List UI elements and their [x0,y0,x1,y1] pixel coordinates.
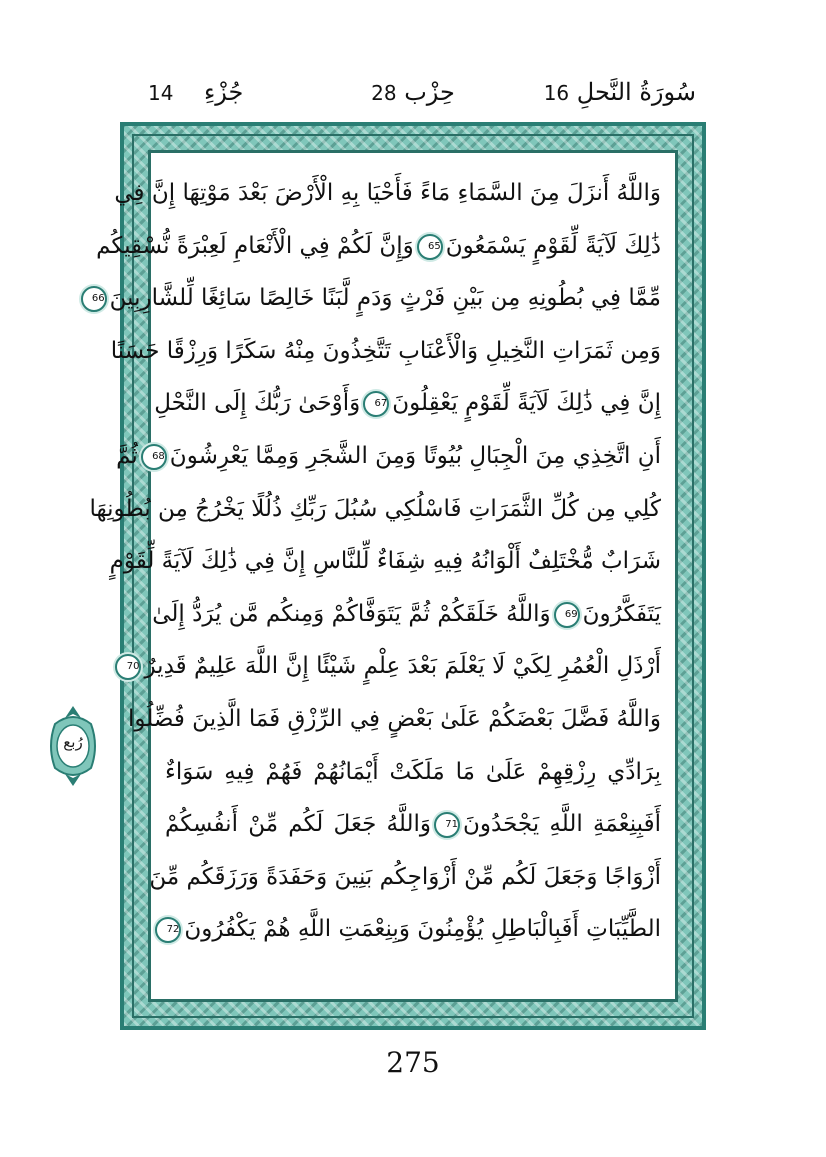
text-area [89,150,678,1002]
verse-line [109,535,661,588]
juz-indicator [148,72,243,113]
verse-text: وَاللَّهُ خَلَقَكُمْ ثُمَّ يَتَوَفَّاكُمْ وَمِنكُم مَّن يُرَدُّ إِلَىٰ [152,600,551,627]
verse-line [126,640,661,693]
verse-line [152,588,661,641]
verse-text: إِنَّ فِي ذَٰلِكَ لَآيَةً لِّقَوْمٍ يَعْقِلُونَ [392,390,661,417]
verse-line [89,483,661,536]
verse-text: أَزْوَاجًا وَجَعَلَ لَكُم مِّنْ أَزْوَاجِكُم بَنِينَ وَحَفَدَةً وَرَزَقَكُم مِّنَ [149,863,661,890]
verse-text: بِرَادِّي رِزْقِهِمْ عَلَىٰ مَا مَلَكَتْ أَيْمَانُهُمْ فَهُمْ فِيهِ سَوَاءٌ [165,758,661,785]
verse-text: وَاللَّهُ فَضَّلَ بَعْضَكُمْ عَلَىٰ بَعْضٍ فِي الرِّزْقِ فَمَا الَّذِينَ فُضِّلُوا [128,705,661,732]
verse-line [165,903,661,956]
surah-name: سُورَةُ النَّحلِ [576,78,696,106]
verse-line [96,220,661,273]
verse-text: ثُمَّ [116,442,138,469]
verses [89,167,661,985]
verse-number-marker: 71 [434,812,460,838]
hizb-indicator [371,72,455,113]
verse-text: أَفَبِنِعْمَةِ اللَّهِ يَجْحَدُونَ [463,811,661,838]
verse-text: وَمِن ثَمَرَاتِ النَّخِيلِ وَالْأَعْنَابِ تَتَّخِذُونَ مِنْهُ سَكَرًا وَرِزْقًا حَسَنًا [110,337,661,364]
verse-number-marker: 70 [115,654,141,680]
verse-number-marker: 65 [417,234,443,260]
page-header [120,72,706,112]
verse-number-marker: 68 [141,444,167,470]
verse-text: شَرَابٌ مُّخْتَلِفٌ أَلْوَانُهُ فِيهِ شِفَاءٌ لِّلنَّاسِ إِنَّ فِي ذَٰلِكَ لَآيَةً لِّقَوْمٍ [109,548,661,575]
verse-number-marker: 67 [363,391,389,417]
page-number: 275 [386,1046,440,1079]
verse-line [91,272,661,325]
verse-line [165,798,661,851]
surah-indicator [544,72,696,113]
verse-line [114,167,661,220]
verse-line [149,851,661,904]
verse-line [154,377,661,430]
verse-text: وَاللَّهُ أَنزَلَ مِنَ السَّمَاءِ مَاءً فَأَحْيَا بِهِ الْأَرْضَ بَعْدَ مَوْتِهَا إِنَّ فِي [114,180,661,206]
verse-line [128,693,661,746]
verse-text: الطَّيِّبَاتِ أَفَبِالْبَاطِلِ يُؤْمِنُونَ وَبِنِعْمَتِ اللَّهِ هُمْ يَكْفُرُونَ [184,916,661,943]
verse-number-marker: 69 [554,602,580,628]
verse-number-marker: 72 [155,917,181,943]
hizb-label: حِزْب [404,78,455,106]
verse-text: كُلِي مِن كُلِّ الثَّمَرَاتِ فَاسْلُكِي سُبُلَ رَبِّكِ ذُلُلًا يَخْرُجُ مِن بُطُونِهَا [89,495,661,522]
verse-text: وَاللَّهُ جَعَلَ لَكُم مِّنْ أَنفُسِكُمْ [165,811,431,838]
rub-el-hizb-marker [45,704,101,788]
verse-line [165,746,661,799]
verse-text: وَأَوْحَىٰ رَبُّكَ إِلَى النَّحْلِ [154,390,361,417]
verse-number-marker: 66 [81,286,107,312]
verse-text: يَتَفَكَّرُونَ [582,600,661,627]
verse-text: مِّمَّا فِي بُطُونِهِ مِن بَيْنِ فَرْثٍ وَدَمٍ لَّبَنًا خَالِصًا سَائِغًا لِّلشَّارِبِينَ [109,285,661,312]
hizb-number: 28 [371,81,397,105]
verse-line [116,430,661,483]
verse-text: ذَٰلِكَ لَآيَةً لِّقَوْمٍ يَسْمَعُونَ [445,232,661,259]
surah-number: 16 [543,81,570,105]
verse-line [110,325,661,378]
juz-number: 14 [148,81,174,105]
ornamental-border [89,122,706,1030]
juz-label: جُزْءِ [203,78,244,106]
verse-text: وَإِنَّ لَكُمْ فِي الْأَنْعَامِ لَعِبْرَةً نُّسْقِيكُم [96,232,414,259]
rub-label: رُبع [63,733,83,751]
verse-text: أَرْذَلِ الْعُمُرِ لِكَيْ لَا يَعْلَمَ بَعْدَ عِلْمٍ شَيْئًا إِنَّ اللَّهَ عَلِيمٌ قَدِيرٌ [144,653,661,680]
verse-text: أَنِ اتَّخِذِي مِنَ الْجِبَالِ بُيُوتًا وَمِنَ الشَّجَرِ وَمِمَّا يَعْرِشُونَ [169,442,661,469]
